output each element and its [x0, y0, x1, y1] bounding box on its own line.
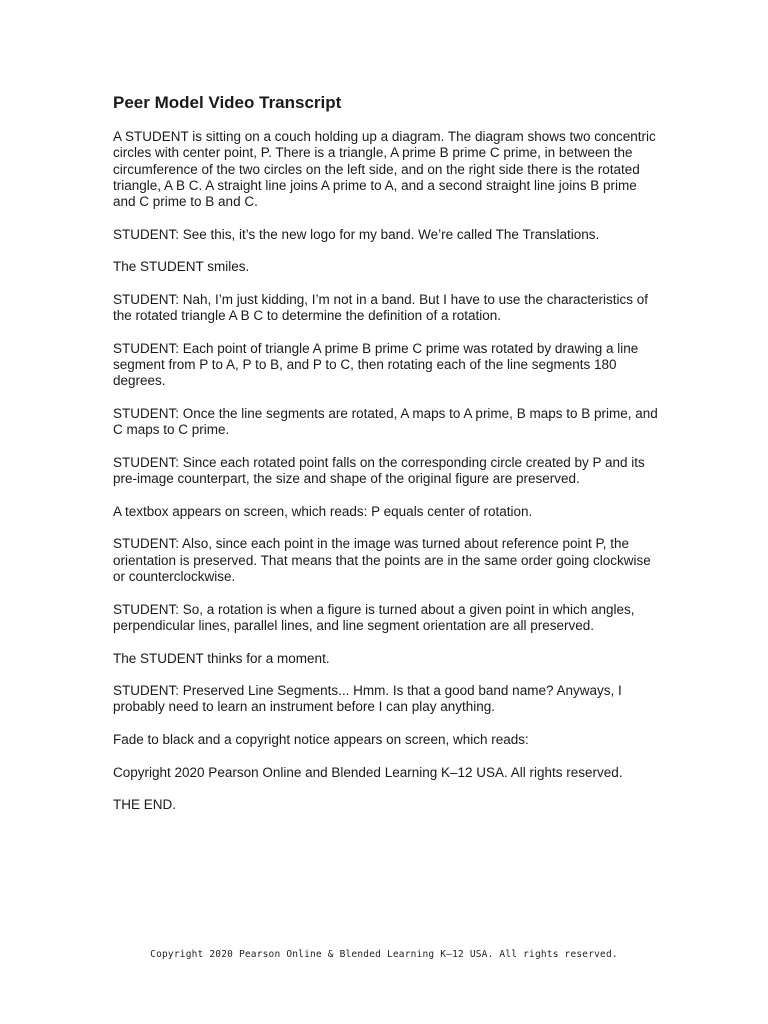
paragraph-student-mapping: STUDENT: Once the line segments are rotated, A maps to A prime, B maps to B prime, and C maps to C prime. — [113, 406, 658, 438]
paragraph-student-orientation: STUDENT: Also, since each point in the image was turned about reference point P, the orientation is preserved. That means that the points are in the same order going clockwise or counterclockwise. — [113, 536, 651, 585]
paragraph-student-rotation-steps: STUDENT: Each point of triangle A prime B prime C prime was rotated by drawing a line segment from P to A, P to B, and P to C, then rotating each of the line segments 180 degrees. — [113, 340, 639, 389]
page-footer-copyright: Copyright 2020 Pearson Online & Blended Learning K–12 USA. All rights reserved. — [150, 949, 618, 960]
paragraph-student-kidding: STUDENT: Nah, I’m just kidding, I’m not in a band. But I have to use the characteristics of the rotated triangle A B C to determine the definition of a rotation. — [113, 291, 648, 324]
paragraph-fade-to-black: Fade to black and a copyright notice appears on screen, which reads: — [113, 731, 529, 747]
document-title: Peer Model Video Transcript — [113, 93, 342, 112]
paragraph-student-definition: STUDENT: So, a rotation is when a figure is turned about a given point in which angles, perpendicular lines, parallel lines, and line segment orientation are all preserved. — [113, 601, 635, 633]
paragraph-student-thinks: The STUDENT thinks for a moment. — [113, 650, 330, 666]
paragraph-the-end: THE END. — [113, 797, 177, 813]
paragraph-student-logo: STUDENT: See this, it’s the new logo for my band. We’re called The Translations. — [113, 226, 600, 242]
paragraph-textbox: A textbox appears on screen, which reads: P equals center of rotation. — [113, 503, 533, 519]
paragraph-copyright-notice: Copyright 2020 Pearson Online and Blended Learning K–12 USA. All rights reserved. — [113, 764, 623, 780]
paragraph-scene-description: A STUDENT is sitting on a couch holding up a diagram. The diagram shows two concentric circles with center point, P. There is a triangle, A prime B prime C prime, in between the circumference of the two circles on the left side, and on the right side there is the rotated triangle, A B C. A straight line joins A prime to A, and a second straight line joins B prime and C prime to B and C. — [113, 129, 656, 210]
paragraph-student-smiles: The STUDENT smiles. — [113, 259, 250, 275]
paragraph-student-preserved: STUDENT: Since each rotated point falls on the corresponding circle created by P and its pre-image counterpart, the size and shape of the original figure are preserved. — [113, 454, 645, 487]
document-body — [113, 93, 661, 830]
paragraph-student-band-name: STUDENT: Preserved Line Segments... Hmm. Is that a good band name? Anyways, I probably need to learn an instrument before I can play anything. — [113, 683, 622, 715]
